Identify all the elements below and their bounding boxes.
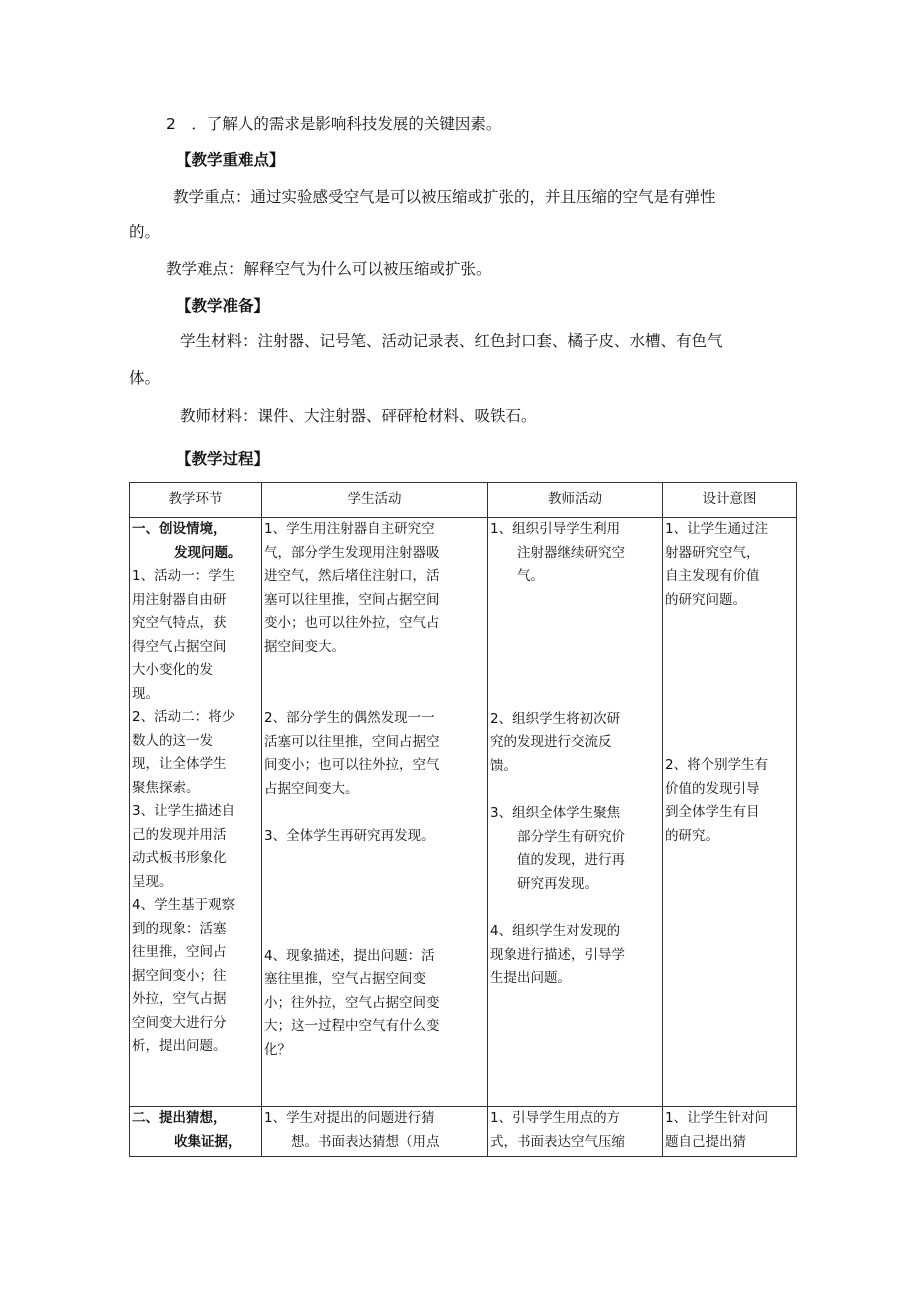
stage-title-1b: 发现问题。 (174, 544, 242, 561)
student-materials-line-2: 体。 (129, 369, 161, 387)
key-point-line-1: 教学重点：通过实验感受空气是可以被压缩或扩张的，并且压缩的空气是有弹性 (173, 188, 716, 206)
teacher-activity-3: 3、组织全体学生聚焦 部分学生有研究价 值的发现，进行再 研究再发现。 (490, 805, 625, 892)
table-header-row (130, 483, 797, 518)
student-activity-2: 2、部分学生的偶然发现一一 活塞可以往里推，空间占据空 间变小；也可以往外拉，空气 占据空间变大。 (264, 710, 440, 797)
teacher-activity-cell-1 (488, 518, 663, 1107)
stage-body-1: 1、活动一：学生 用注射器自由研 究空气特点，获 得空气占据空间 大小变化的发 现。 2、活动二：将少 数人的这一发 现，让全体学生 聚焦探索。 3、让学生描述自 己的发现并用活 动式板书形象化 呈现。 4、学生基于观察 到的现象：活塞 往里推，空间占 据空间变小；往 外拉，空气占据 空间变大进行分 析，提出问题。 (132, 568, 236, 1054)
teacher-activity-1: 1、组织引导学生利用 注射器继续研究空 气。 (490, 521, 625, 584)
stage-title-2a: 二、提出猜想， (132, 1110, 227, 1126)
heading-process: 【教学过程】 (176, 450, 270, 468)
design-intent-1: 1、让学生通过注 射器研究空气， 自主发现有价值 的研究问题。 (665, 521, 769, 608)
teacher-activity-4: 4、组织学生对发现的 现象进行描述，引导学 生提出问题。 (490, 923, 625, 986)
table-row (130, 1107, 797, 1157)
design-intent-cell-2 (663, 1107, 797, 1157)
teacher-activity-2: 2、组织学生将初次研 究的发现进行交流反 馈。 (490, 710, 621, 774)
teacher-activity-cell-2 (488, 1107, 663, 1157)
teacher-activity-row2: 1、引导学生用点的方 式，书面表达空气压缩 (490, 1110, 625, 1150)
design-intent-cell-1 (663, 518, 797, 1107)
teacher-materials: 教师材料：课件、大注射器、砰砰枪材料、吸铁石。 (180, 407, 537, 425)
heading-key-points: 【教学重难点】 (176, 151, 285, 169)
key-point-line-2: 的。 (129, 223, 161, 241)
student-activity-4: 4、现象描述，提出问题：活 塞往里推，空气占据空间变 小；往外拉，空气占据空间变 大；这一过程中空气有什么变 化？ (264, 947, 440, 1058)
header-teacher-activity: 教师活动 (488, 483, 663, 518)
intro-item-2: 2 ．了解人的需求是影响科技发展的关键因素。 (166, 115, 502, 133)
stage-title-1a: 一、创设情境， (132, 521, 227, 537)
stage-cell-2 (130, 1107, 262, 1157)
student-materials-line-1: 学生材料：注射器、记号笔、活动记录表、红色封口套、橘子皮、水槽、有色气 (180, 332, 723, 350)
difficulty-point: 教学难点：解释空气为什么可以被压缩或扩张。 (166, 260, 492, 278)
header-design-intent: 设计意图 (663, 483, 797, 518)
student-activity-cell-2 (262, 1107, 488, 1157)
table-row (130, 518, 797, 1107)
heading-preparation: 【教学准备】 (176, 297, 270, 315)
student-activity-1: 1、学生用注射器自主研究空 气，部分学生发现用注射器吸 进空气，然后堵住注射口，活 塞可以往里推，空间占据空间 变小；也可以往外拉，空气占 据空间变大。 (264, 521, 440, 655)
header-student-activity: 学生活动 (262, 483, 488, 518)
design-intent-2: 2、将个别学生有 价值的发现引导 到全体学生有目 的研究。 (665, 757, 769, 844)
stage-cell-1 (130, 518, 262, 1107)
student-activity-3: 3、全体学生再研究再发现。 (264, 828, 435, 844)
student-activity-row2: 1、学生对提出的问题进行猜 想。书面表达猜想（用点 (264, 1110, 440, 1150)
stage-title-2b: 收集证据， (174, 1133, 242, 1150)
teaching-process-table (129, 482, 797, 1157)
student-activity-cell-1 (262, 518, 488, 1107)
design-intent-row2: 1、让学生针对问 题自己提出猜 (665, 1110, 769, 1150)
header-stage: 教学环节 (130, 483, 262, 518)
